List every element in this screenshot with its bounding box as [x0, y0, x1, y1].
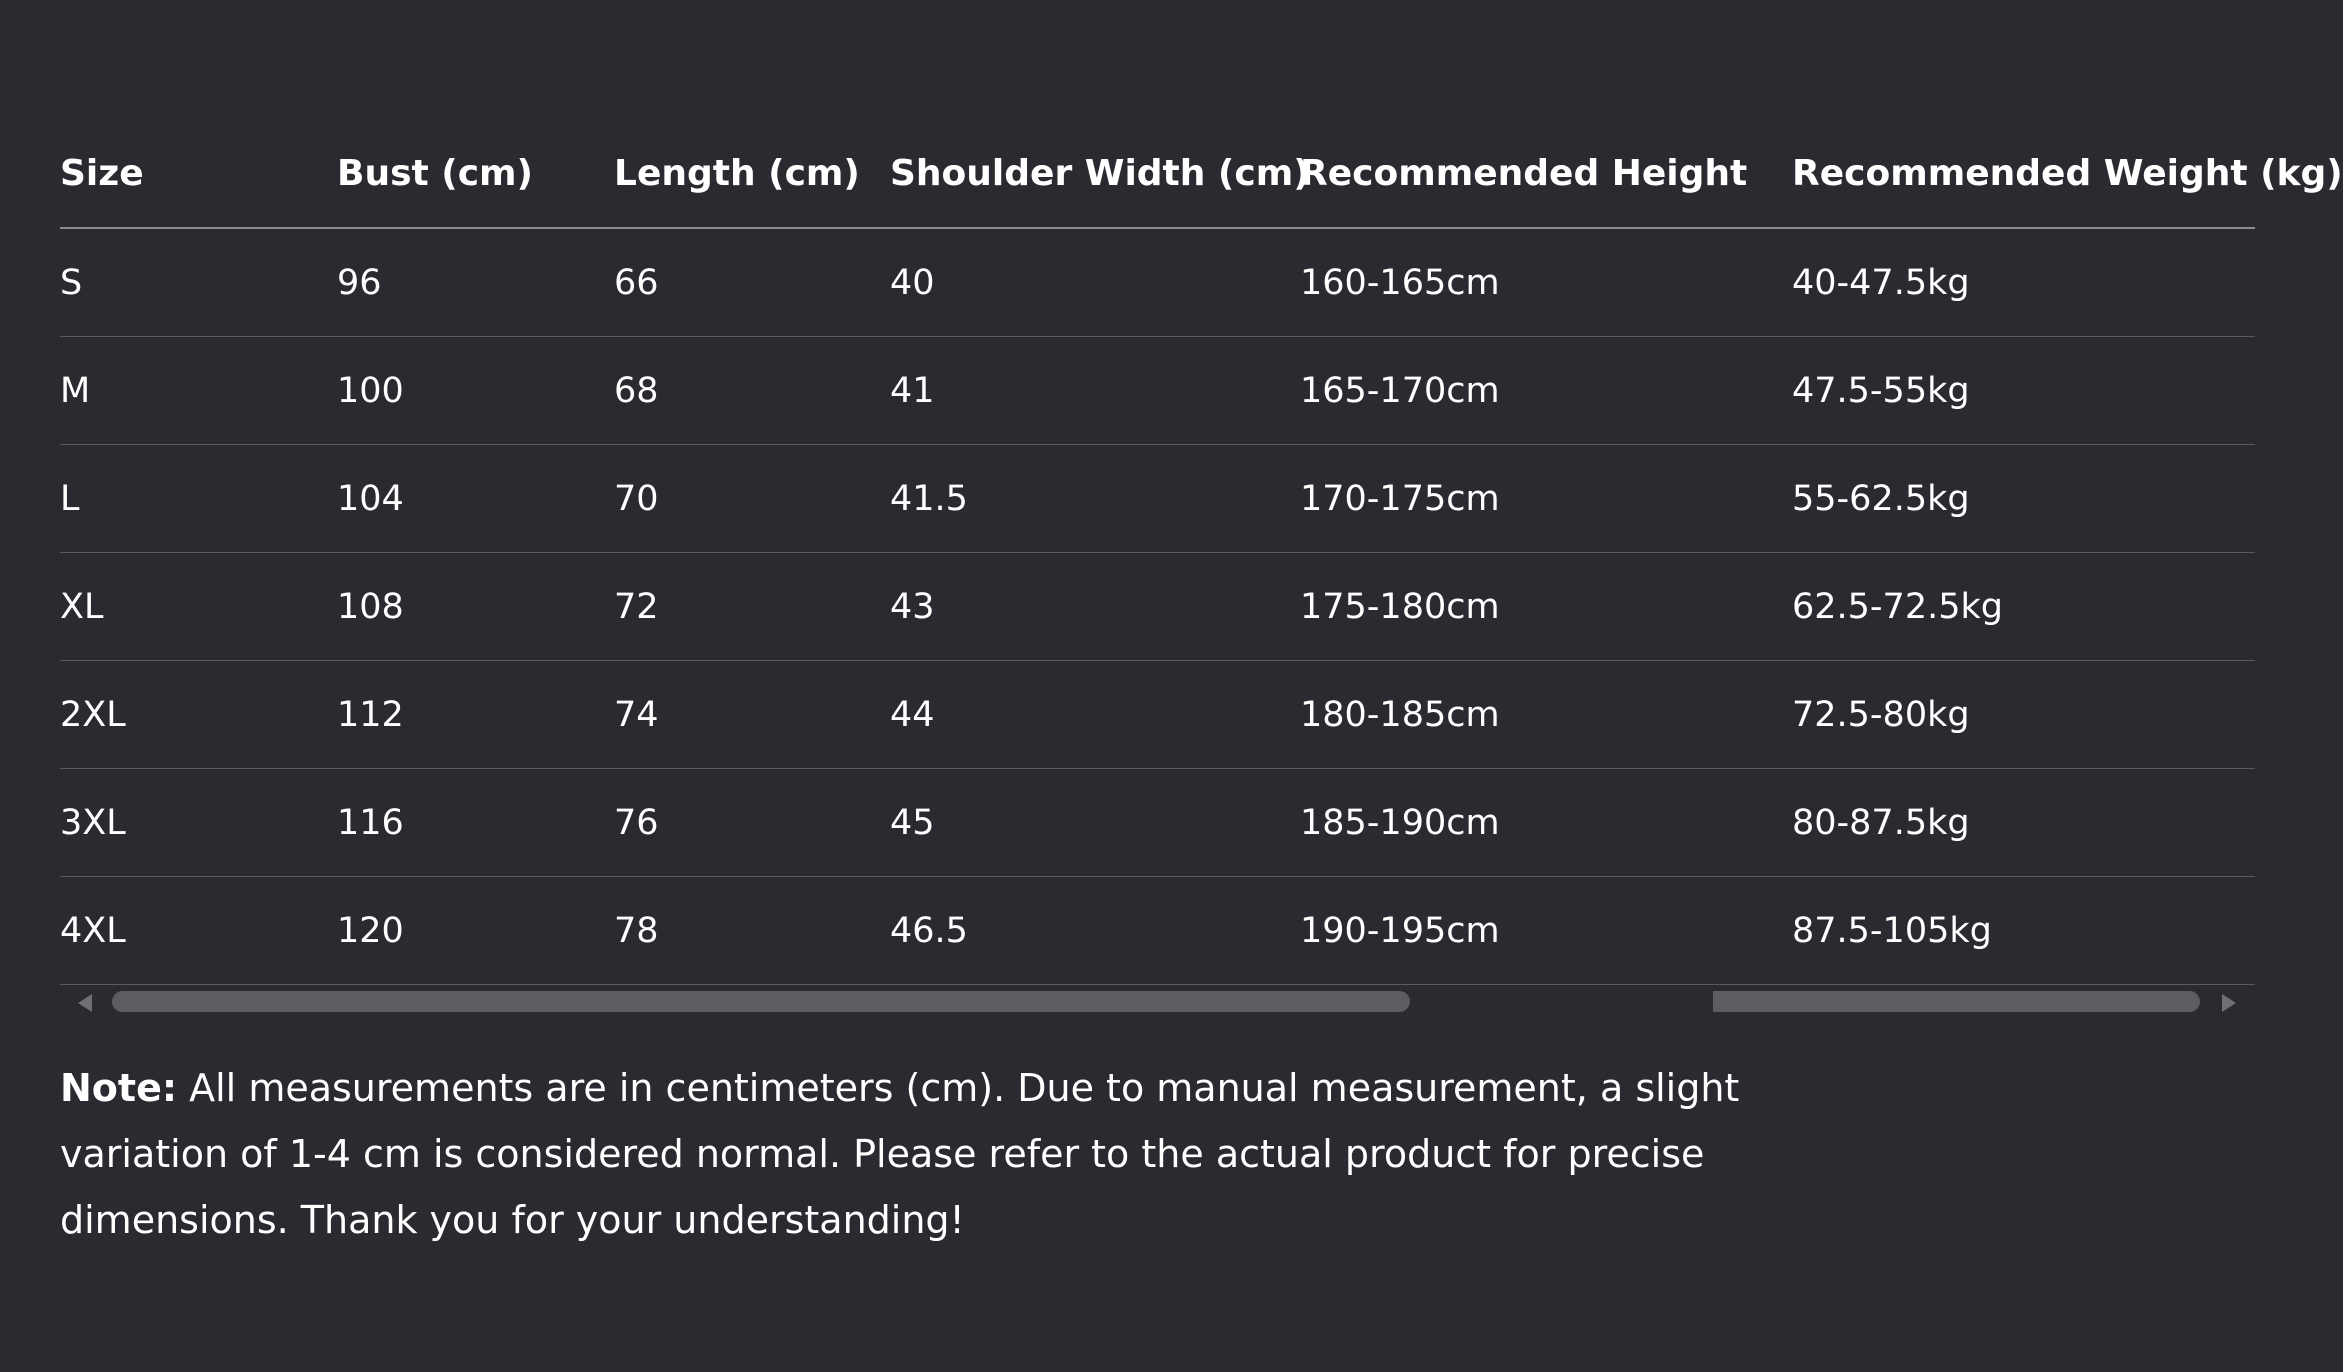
- cell-bust: 120: [337, 877, 614, 985]
- scroll-left-arrow-icon[interactable]: [78, 994, 92, 1012]
- table-row: [60, 445, 2255, 553]
- cell-recommended-height: 185-190cm: [1300, 769, 1752, 877]
- note-label: Note:: [60, 1066, 178, 1110]
- header-shoulder-width: Shoulder Width (cm): [890, 120, 1300, 228]
- horizontal-scrollbar[interactable]: [60, 988, 2255, 1016]
- cell-recommended-height: 170-175cm: [1300, 445, 1752, 553]
- cell-recommended-height: 160-165cm: [1300, 228, 1752, 337]
- cell-recommended-weight: 47.5-55kg: [1752, 337, 2255, 445]
- cell-size: L: [60, 445, 337, 553]
- scroll-right-arrow-icon[interactable]: [2222, 994, 2236, 1012]
- header-recommended-weight: Recommended Weight (kg): [1752, 120, 2255, 228]
- header-length: Length (cm): [614, 120, 890, 228]
- cell-recommended-weight: 40-47.5kg: [1752, 228, 2255, 337]
- cell-recommended-weight: 87.5-105kg: [1752, 877, 2255, 985]
- cell-size: S: [60, 228, 337, 337]
- cell-length: 70: [614, 445, 890, 553]
- measurement-note: [60, 1055, 1770, 1253]
- header-size: Size: [60, 120, 337, 228]
- cell-bust: 96: [337, 228, 614, 337]
- cell-recommended-height: 165-170cm: [1300, 337, 1752, 445]
- cell-shoulder-width: 41.5: [890, 445, 1300, 553]
- cell-size: 3XL: [60, 769, 337, 877]
- table-row: [60, 877, 2255, 985]
- cell-bust: 100: [337, 337, 614, 445]
- cell-size: 2XL: [60, 661, 337, 769]
- table-row: [60, 553, 2255, 661]
- cell-length: 76: [614, 769, 890, 877]
- cell-length: 74: [614, 661, 890, 769]
- cell-bust: 104: [337, 445, 614, 553]
- cell-shoulder-width: 40: [890, 228, 1300, 337]
- cell-recommended-height: 175-180cm: [1300, 553, 1752, 661]
- size-chart-table: [60, 120, 2343, 985]
- cell-length: 66: [614, 228, 890, 337]
- cell-recommended-weight: 80-87.5kg: [1752, 769, 2255, 877]
- cell-recommended-height: 180-185cm: [1300, 661, 1752, 769]
- table-row: [60, 661, 2255, 769]
- cell-shoulder-width: 44: [890, 661, 1300, 769]
- size-chart-container: [60, 120, 2343, 985]
- cell-bust: 108: [337, 553, 614, 661]
- table-row: [60, 228, 2255, 337]
- table-row: [60, 769, 2255, 877]
- cell-shoulder-width: 41: [890, 337, 1300, 445]
- cell-bust: 112: [337, 661, 614, 769]
- cell-size: XL: [60, 553, 337, 661]
- cell-size: M: [60, 337, 337, 445]
- cell-shoulder-width: 43: [890, 553, 1300, 661]
- note-text: All measurements are in centimeters (cm). Due to manual measurement, a slight variation of 1-4 cm is considered normal. Please refer to the actual product for precise dimensions. Thank you for your understanding!: [60, 1066, 1740, 1242]
- cell-bust: 116: [337, 769, 614, 877]
- cell-shoulder-width: 46.5: [890, 877, 1300, 985]
- cell-recommended-height: 190-195cm: [1300, 877, 1752, 985]
- scrollbar-thumb[interactable]: [112, 991, 1410, 1012]
- cell-size: 4XL: [60, 877, 337, 985]
- cell-shoulder-width: 45: [890, 769, 1300, 877]
- scrollbar-thumb-secondary[interactable]: [1713, 991, 2200, 1012]
- cell-length: 72: [614, 553, 890, 661]
- table-row: [60, 337, 2255, 445]
- cell-recommended-weight: 62.5-72.5kg: [1752, 553, 2255, 661]
- cell-recommended-weight: 72.5-80kg: [1752, 661, 2255, 769]
- cell-length: 78: [614, 877, 890, 985]
- header-recommended-height: Recommended Height: [1300, 120, 1752, 228]
- table-header-row: [60, 120, 2255, 228]
- header-bust: Bust (cm): [337, 120, 614, 228]
- cell-length: 68: [614, 337, 890, 445]
- cell-recommended-weight: 55-62.5kg: [1752, 445, 2255, 553]
